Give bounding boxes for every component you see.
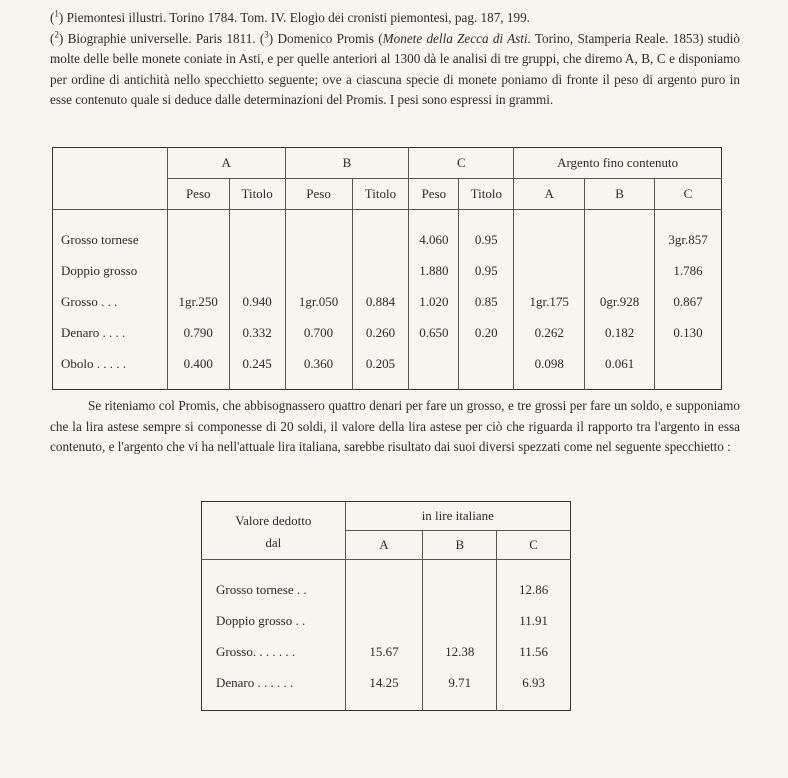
table-cell: 0.95	[459, 255, 514, 286]
table-cell: 14.25	[345, 667, 423, 711]
table-cell	[285, 210, 352, 256]
row-label: Denaro . . . .	[61, 324, 126, 340]
footnote-1: ($^1$) Piemontesi illustri. Torino 1784. Tom. IV. Elogio dei cronisti piemontesi, pag. 187, 199.	[50, 8, 530, 25]
table-cell: 0.182	[585, 317, 655, 348]
lire-subheader-b: B	[423, 531, 497, 560]
table-cell: 1.786	[655, 255, 722, 286]
table-cell: 0.130	[655, 317, 722, 348]
row-label: Grosso tornese . .	[216, 581, 307, 597]
table-cell: 0.940	[229, 286, 285, 317]
table-cell	[345, 605, 423, 636]
table-cell: 0.85	[459, 286, 514, 317]
table-cell	[423, 560, 497, 606]
lire-group-header: in lire italiane	[345, 502, 570, 531]
table-cell	[167, 210, 229, 256]
group-header-c: C	[409, 148, 514, 179]
table-cell: 12.86	[497, 560, 571, 606]
table-row	[202, 560, 571, 606]
table-cell	[229, 210, 285, 256]
value-header-line2: dal	[265, 535, 282, 550]
table-cell: 0.205	[352, 348, 409, 390]
table-cell: 0.332	[229, 317, 285, 348]
table-cell: 0.700	[285, 317, 352, 348]
table-row	[53, 255, 722, 286]
table-cell: 0.95	[459, 210, 514, 256]
subheader-titolo-c: Titolo	[459, 179, 514, 210]
table-cell	[585, 255, 655, 286]
table-cell	[345, 560, 423, 606]
table-cell: 6.93	[497, 667, 571, 711]
table-cell: 0.20	[459, 317, 514, 348]
table-cell	[423, 605, 497, 636]
table-cell: 1gr.175	[514, 286, 585, 317]
table-cell	[459, 348, 514, 390]
table-row	[202, 605, 571, 636]
table-cell: 11.56	[497, 636, 571, 667]
table-cell	[514, 255, 585, 286]
table-cell	[229, 255, 285, 286]
subheader-peso-a: Peso	[167, 179, 229, 210]
group-header-a: A	[167, 148, 285, 179]
lire-value-table	[201, 501, 571, 711]
table-cell	[352, 255, 409, 286]
subheader-titolo-b: Titolo	[352, 179, 409, 210]
table-cell: 0.260	[352, 317, 409, 348]
table-cell	[655, 348, 722, 390]
table-cell: 0gr.928	[585, 286, 655, 317]
group-header-b: B	[285, 148, 409, 179]
table-cell	[514, 210, 585, 256]
row-label: Denaro . . . . . .	[216, 674, 294, 690]
lire-value-body	[202, 560, 571, 711]
table-cell: 0.061	[585, 348, 655, 390]
table-cell: 0.867	[655, 286, 722, 317]
table-row	[53, 317, 722, 348]
footnote-1-text: Piemontesi illustri. Torino 1784. Tom. IV. Elogio dei cronisti piemontesi, pag. 187, 199.	[66, 10, 530, 25]
corner-cell	[53, 148, 168, 210]
footnote-2-mark: 2	[54, 29, 59, 40]
value-header-line1: Valore dedotto	[235, 513, 312, 528]
footnote-3-text-a: Domenico Promis (	[277, 30, 383, 46]
row-label: Grosso . . .	[61, 293, 118, 309]
footnote-3-mark: 3	[264, 29, 269, 40]
body-paragraph	[50, 396, 740, 458]
table-row	[53, 286, 722, 317]
table-cell	[585, 210, 655, 256]
coin-analysis-body	[53, 210, 722, 390]
subheader-titolo-a: Titolo	[229, 179, 285, 210]
table-cell: 1.020	[409, 286, 459, 317]
table-cell: 15.67	[345, 636, 423, 667]
table-cell: 0.650	[409, 317, 459, 348]
table-cell: 0.884	[352, 286, 409, 317]
table-cell	[352, 210, 409, 256]
subheader-peso-c: Peso	[409, 179, 459, 210]
row-label: Doppio grosso . .	[216, 612, 306, 628]
table-row	[202, 636, 571, 667]
footnote-1-mark: 1	[54, 8, 59, 19]
table-cell: 9.71	[423, 667, 497, 711]
subheader-peso-b: Peso	[285, 179, 352, 210]
table-cell: 0.262	[514, 317, 585, 348]
table-cell: 4.060	[409, 210, 459, 256]
table-cell: 1.880	[409, 255, 459, 286]
table-cell: 11.91	[497, 605, 571, 636]
table-cell: 0.098	[514, 348, 585, 390]
row-label: Grosso. . . . . . .	[216, 643, 296, 659]
table-cell: 0.790	[167, 317, 229, 348]
footnote-3-title: Monete della Zecca di Asti.	[382, 30, 531, 46]
table-cell: 1gr.250	[167, 286, 229, 317]
row-label: Grosso tornese	[61, 231, 139, 247]
paragraph-text: Se riteniamo col Promis, che abbisognassero quattro denari per fare un grosso, e tre grossi per fare un soldo, e supponiamo che la lira astese sempre si componesse di 20 soldi, il valore della lira astese per ciò che riguarda il rapporto tra l'argento in essa contenuto, e l'argento che vi ha nell'attuale lira italiana, sarebbe risultato dai suoi diversi spezzati come nel seguente specchietto :	[50, 398, 740, 455]
table-cell	[167, 255, 229, 286]
table-row	[53, 210, 722, 256]
table-cell	[285, 255, 352, 286]
subheader-argento-a: A	[514, 179, 585, 210]
subheader-argento-c: C	[655, 179, 722, 210]
table-cell: 12.38	[423, 636, 497, 667]
row-label: Obolo . . . . .	[61, 355, 126, 371]
footnote-2-text: Biographie universelle. Paris 1811.	[67, 30, 256, 46]
row-label: Doppio grosso	[61, 262, 138, 278]
footnote-3-text-b: Torino, Stamperia Reale. 1853) studiò molte delle belle monete coniate in Asti, e per quelle anteriori al 1300 dà le analisi di tre gruppi, che diremo A, B, C e disponiamo per ordine di antichità nello specchietto seguente; ove a ciascuna specie di monete poniamo di fronte il peso di argento puro in esse contenuto quale si deduce dalle determinazioni del Promis. I pesi sono espressi in grammi.	[50, 30, 740, 108]
table-row	[202, 667, 571, 711]
coin-analysis-table	[52, 147, 722, 390]
group-header-argento: Argento fino contenuto	[514, 148, 722, 179]
table-cell: 0.400	[167, 348, 229, 390]
table-cell: 0.360	[285, 348, 352, 390]
table-cell: 1gr.050	[285, 286, 352, 317]
table-cell: 0.245	[229, 348, 285, 390]
footnote-2-3: ($^2$) Biographie universelle. Paris 1811. ($^3$) Domenico Promis (Monete della Zecca di Asti. Torino, Stamperia Reale. 1853) studiò molte delle belle monete coniate in Asti, e per quelle anteriori al 1300 dà le analisi di tre gruppi, che diremo A, B, C e disponiamo per ordine di antichità nello specchietto seguente; ove a ciascuna specie di monete poniamo di fronte il peso di argento puro in esse contenuto quale si deduce dalle determinazioni del Promis. I pesi sono espressi in grammi.	[50, 29, 740, 108]
lire-subheader-a: A	[345, 531, 423, 560]
table-cell	[409, 348, 459, 390]
footnotes	[50, 8, 740, 111]
table-cell: 3gr.857	[655, 210, 722, 256]
table-row	[53, 348, 722, 390]
value-header	[202, 502, 346, 560]
lire-subheader-c: C	[497, 531, 571, 560]
subheader-argento-b: B	[585, 179, 655, 210]
